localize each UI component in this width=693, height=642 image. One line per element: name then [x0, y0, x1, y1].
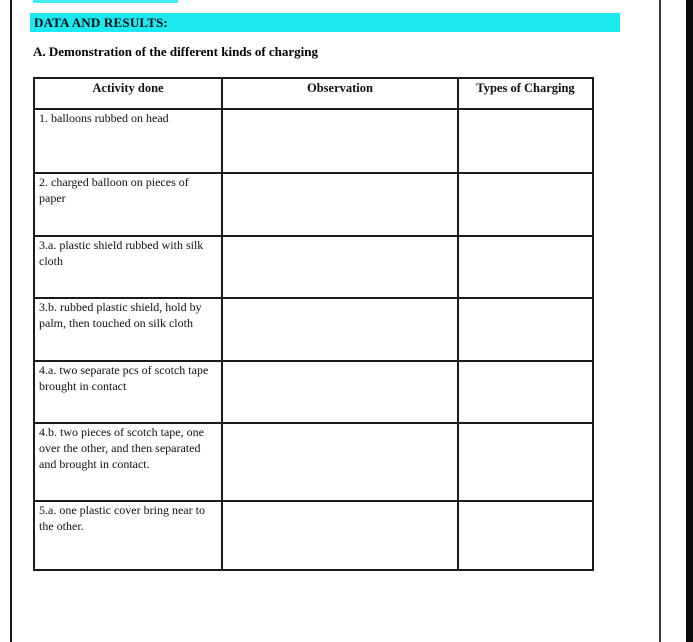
charging-type-cell — [458, 423, 593, 501]
charging-type-cell — [458, 109, 593, 173]
table-row — [34, 236, 593, 298]
observation-cell — [222, 109, 458, 173]
activity-cell: 4.a. two separate pcs of scotch tape brought in contact — [34, 361, 222, 423]
activity-cell: 3.b. rubbed plastic shield, hold by palm, then touched on silk cloth — [34, 298, 222, 361]
results-table — [33, 77, 594, 571]
table-row — [34, 298, 593, 361]
charging-type-cell — [458, 501, 593, 570]
activity-cell: 5.a. one plastic cover bring near to the other. — [34, 501, 222, 570]
column-header-activity-done: Activity done — [34, 78, 222, 109]
observation-cell — [222, 236, 458, 298]
observation-cell — [222, 173, 458, 236]
table-row — [34, 423, 593, 501]
charging-type-cell — [458, 298, 593, 361]
page-left-border-line — [10, 0, 12, 642]
observation-cell — [222, 423, 458, 501]
table-header-row — [34, 78, 593, 109]
observation-cell — [222, 501, 458, 570]
table-row — [34, 501, 593, 570]
table-row — [34, 361, 593, 423]
highlighted-title-bar — [30, 13, 620, 32]
column-header-observation: Observation — [222, 78, 458, 109]
charging-type-cell — [458, 173, 593, 236]
screen-right-edge-bar — [686, 0, 693, 642]
observation-cell — [222, 298, 458, 361]
observation-cell — [222, 361, 458, 423]
table-row — [34, 109, 593, 173]
page-title: DATA AND RESULTS: — [34, 15, 168, 30]
activity-cell: 3.a. plastic shield rubbed with silk cloth — [34, 236, 222, 298]
activity-cell: 2. charged balloon on pieces of paper — [34, 173, 222, 236]
page-right-border-line — [659, 0, 661, 642]
table-row — [34, 173, 593, 236]
activity-cell: 1. balloons rubbed on head — [34, 109, 222, 173]
charging-type-cell — [458, 236, 593, 298]
column-header-types-of-charging: Types of Charging — [458, 78, 593, 109]
charging-type-cell — [458, 361, 593, 423]
cutoff-highlight-remnant — [33, 0, 178, 3]
activity-cell: 4.b. two pieces of scotch tape, one over the other, and then separated and brought in contact. — [34, 423, 222, 501]
section-heading: A. Demonstration of the different kinds of charging — [33, 44, 319, 59]
